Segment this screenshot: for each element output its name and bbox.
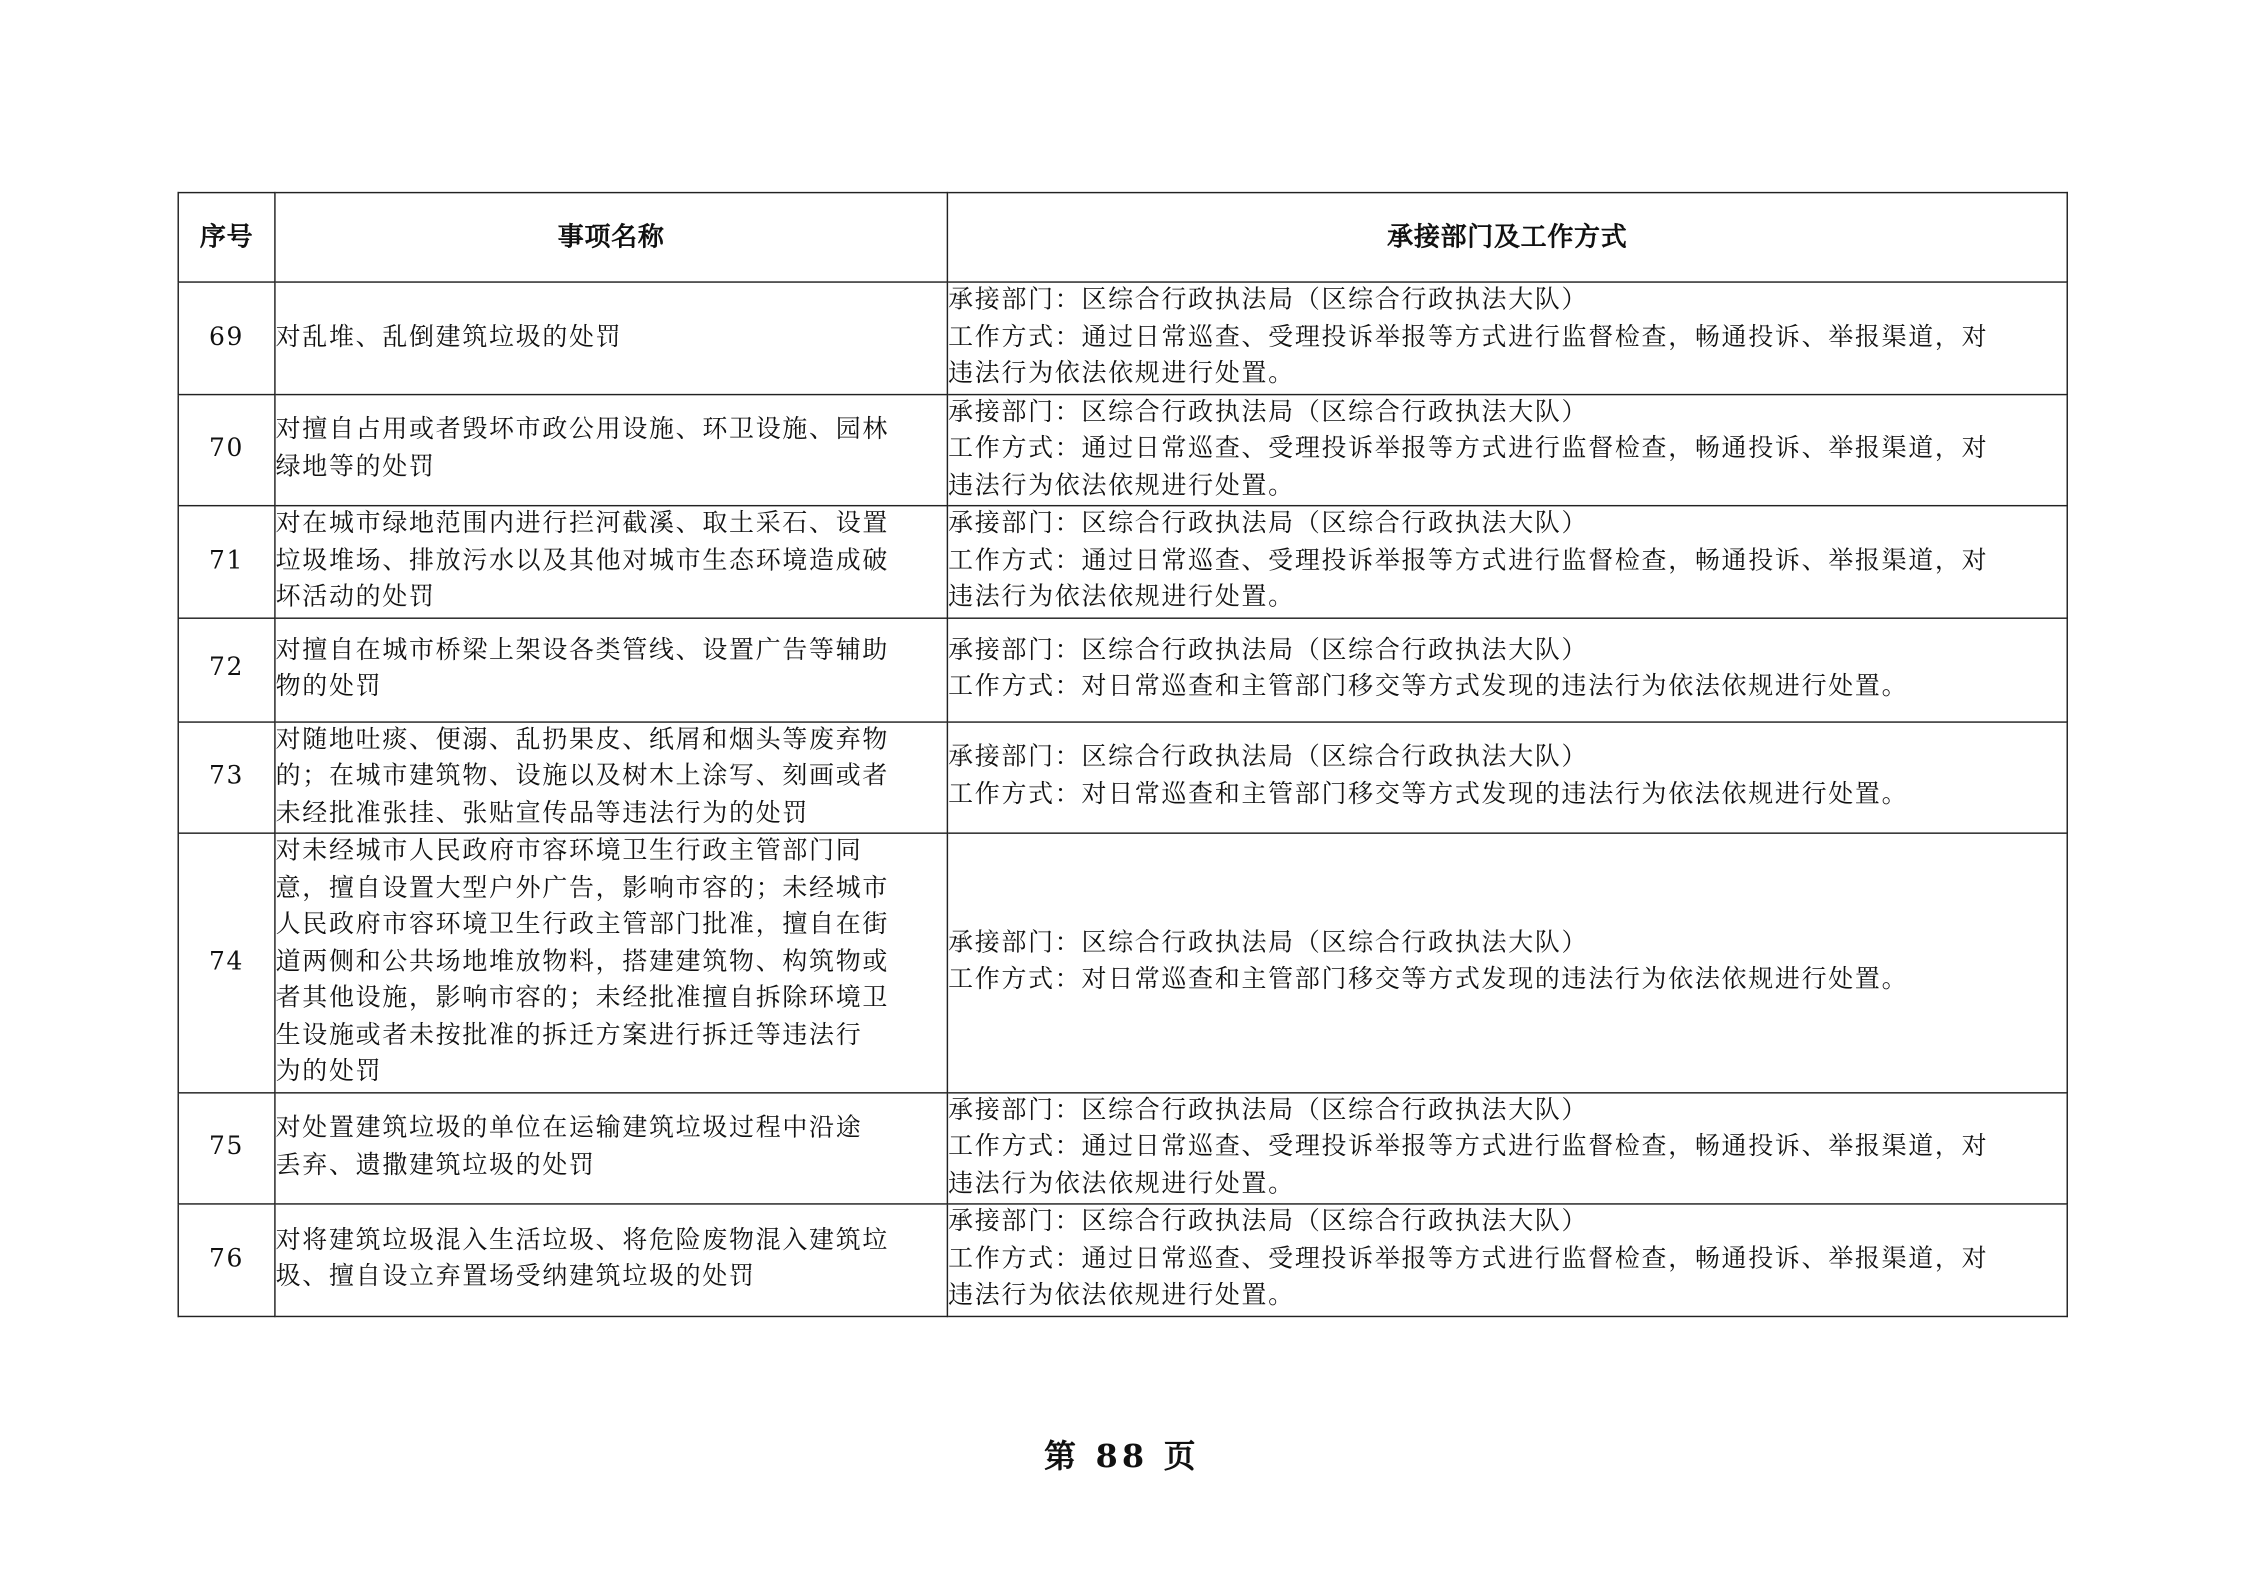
- row-matter-name: [275, 833, 947, 1092]
- matter-name-line: 对擅自在城市桥梁上架设各类管线、设置广告等辅助: [275, 635, 890, 665]
- table-row: [178, 282, 2067, 394]
- matters-table: [178, 192, 2068, 1317]
- matter-name-line: 对未经城市人民政府市容环境卫生行政主管部门同: [275, 836, 863, 866]
- matter-name-line: 未经批准张挂、张贴宣传品等违法行为的处罚: [275, 798, 810, 828]
- table-row: [178, 1092, 2067, 1204]
- method-line: 违法行为依法依规进行处置。: [948, 582, 1295, 612]
- row-matter-name: [275, 282, 947, 394]
- matter-name-line: 丢弃、遗撒建筑垃圾的处罚: [275, 1150, 596, 1180]
- header-matter-name: 事项名称: [275, 193, 947, 282]
- method-line: 违法行为依法依规进行处置。: [948, 1281, 1295, 1310]
- department-line: 承接部门：区综合行政执法局（区综合行政执法大队）: [948, 1095, 1589, 1125]
- department-line: 承接部门：区综合行政执法局（区综合行政执法大队）: [948, 743, 1589, 773]
- matter-name-line: 生设施或者未按批准的拆迁方案进行拆迁等违法行: [275, 1020, 863, 1050]
- row-matter-name: [275, 1204, 947, 1316]
- table-row: [178, 617, 2067, 721]
- method-line: 工作方式：通过日常巡查、受理投诉举报等方式进行监督检查，畅通投诉、举报渠道，对: [948, 1244, 1989, 1274]
- department-line: 承接部门：区综合行政执法局（区综合行政执法大队）: [948, 397, 1589, 427]
- method-line: 违法行为依法依规进行处置。: [948, 471, 1295, 500]
- method-line: 工作方式：通过日常巡查、受理投诉举报等方式进行监督检查，畅通投诉、举报渠道，对: [948, 322, 1989, 352]
- row-serial-number: 74: [178, 833, 275, 1092]
- department-line: 承接部门：区综合行政执法局（区综合行政执法大队）: [948, 928, 1589, 958]
- matter-name-line: 圾、擅自设立弃置场受纳建筑垃圾的处罚: [275, 1262, 756, 1292]
- method-line: 违法行为依法依规进行处置。: [948, 359, 1295, 389]
- method-line: 工作方式：通过日常巡查、受理投诉举报等方式进行监督检查，畅通投诉、举报渠道，对: [948, 1132, 1989, 1162]
- row-matter-name: [275, 1092, 947, 1204]
- matter-name-line: 对处置建筑垃圾的单位在运输建筑垃圾过程中沿途: [275, 1114, 863, 1143]
- row-serial-number: 72: [178, 617, 275, 721]
- method-line: 工作方式：对日常巡查和主管部门移交等方式发现的违法行为依法依规进行处置。: [948, 965, 1909, 995]
- method-line: 违法行为依法依规进行处置。: [948, 1169, 1295, 1199]
- row-serial-number: 69: [178, 282, 275, 394]
- matter-name-line: 对随地吐痰、便溺、乱扔果皮、纸屑和烟头等废弃物: [275, 724, 890, 754]
- table-row: [178, 1204, 2067, 1316]
- row-department-method: [947, 721, 2067, 833]
- matter-name-line: 道两侧和公共场地堆放物料，搭建建筑物、构筑物或: [275, 947, 890, 976]
- department-line: 承接部门：区综合行政执法局（区综合行政执法大队）: [948, 285, 1589, 315]
- method-line: 工作方式：对日常巡查和主管部门移交等方式发现的违法行为依法依规进行处置。: [948, 672, 1909, 702]
- row-department-method: [947, 282, 2067, 394]
- row-department-method: [947, 506, 2067, 618]
- table-row: [178, 394, 2067, 506]
- department-line: 承接部门：区综合行政执法局（区综合行政执法大队）: [948, 635, 1589, 665]
- matter-name-line: 绿地等的处罚: [275, 452, 436, 482]
- matter-name-line: 对擅自占用或者毁坏市政公用设施、环卫设施、园林: [275, 415, 890, 445]
- row-serial-number: 76: [178, 1204, 275, 1316]
- row-matter-name: [275, 721, 947, 833]
- matter-name-line: 对乱堆、乱倒建筑垃圾的处罚: [275, 322, 623, 352]
- page-number: 第 88 页: [1044, 1438, 1200, 1476]
- row-matter-name: [275, 617, 947, 721]
- row-department-method: [947, 833, 2067, 1092]
- matter-name-line: 的；在城市建筑物、设施以及树木上涂写、刻画或者: [275, 761, 890, 791]
- matter-name-line: 对在城市绿地范围内进行拦河截溪、取土采石、设置: [275, 509, 890, 539]
- row-matter-name: [275, 506, 947, 618]
- department-line: 承接部门：区综合行政执法局（区综合行政执法大队）: [948, 509, 1589, 539]
- table-header-row: [178, 193, 2067, 282]
- matter-name-line: 垃圾堆场、排放污水以及其他对城市生态环境造成破: [275, 546, 890, 575]
- table-body: [178, 282, 2067, 1316]
- matter-name-line: 意，擅自设置大型户外广告，影响市容的；未经城市: [275, 873, 890, 903]
- method-line: 工作方式：通过日常巡查、受理投诉举报等方式进行监督检查，畅通投诉、举报渠道，对: [948, 546, 1989, 575]
- matter-name-line: 坏活动的处罚: [275, 582, 436, 612]
- table-row: [178, 721, 2067, 833]
- method-line: 工作方式：对日常巡查和主管部门移交等方式发现的违法行为依法依规进行处置。: [948, 780, 1909, 809]
- header-department-method: 承接部门及工作方式: [947, 193, 2067, 282]
- row-serial-number: 71: [178, 506, 275, 618]
- matter-name-line: 对将建筑垃圾混入生活垃圾、将危险废物混入建筑垃: [275, 1225, 890, 1255]
- row-department-method: [947, 1092, 2067, 1204]
- method-line: 工作方式：通过日常巡查、受理投诉举报等方式进行监督检查，畅通投诉、举报渠道，对: [948, 434, 1989, 464]
- header-serial-number: 序号: [178, 193, 275, 282]
- table-row: [178, 833, 2067, 1092]
- matter-name-line: 为的处罚: [275, 1057, 383, 1087]
- row-department-method: [947, 394, 2067, 506]
- matter-name-line: 者其他设施，影响市容的；未经批准擅自拆除环境卫: [275, 983, 890, 1013]
- department-line: 承接部门：区综合行政执法局（区综合行政执法大队）: [948, 1207, 1589, 1237]
- row-department-method: [947, 617, 2067, 721]
- row-matter-name: [275, 394, 947, 506]
- row-department-method: [947, 1204, 2067, 1316]
- row-serial-number: 73: [178, 721, 275, 833]
- row-serial-number: 75: [178, 1092, 275, 1204]
- matter-name-line: 人民政府市容环境卫生行政主管部门批准，擅自在街: [275, 910, 890, 940]
- table-row: [178, 506, 2067, 618]
- row-serial-number: 70: [178, 394, 275, 506]
- matter-name-line: 物的处罚: [275, 672, 383, 702]
